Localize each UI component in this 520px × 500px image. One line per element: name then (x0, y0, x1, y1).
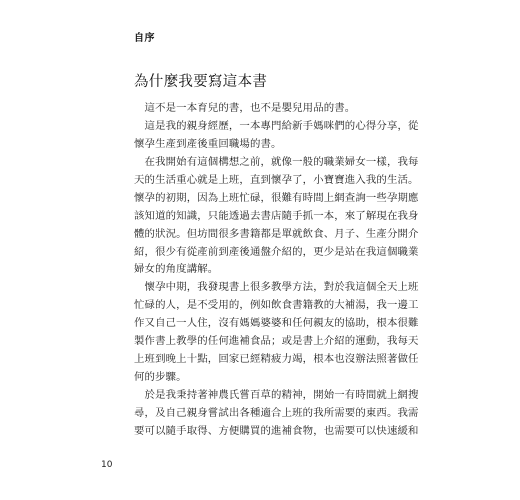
text-line: 製作書上教學的任何進補食品；或是書上介紹的運動，我每天 (134, 335, 419, 348)
text-line: 這不是一本育兒的書，也不是嬰兒用品的書。 (134, 102, 356, 114)
text-line: 體的狀況。但坊間很多書籍都是單就飲食、月子、生產分開介 (134, 227, 419, 240)
text-line: 在我開始有這個構想之前，就像一般的職業婦女一樣，我每 (134, 155, 419, 168)
text-line: 於是我秉持著神農氏嘗百草的精神，開始一有時間就上網搜 (134, 389, 419, 401)
text-line: 這是我的親身經歷，一本專門給新手媽咪們的心得分享，從 (134, 119, 419, 132)
text-line: 該知道的知識，只能透過去書店隨手抓一本，來了解現在我身 (134, 209, 419, 222)
running-header: 自序 (134, 33, 155, 44)
text-line: 懷孕生產到產後重回職場的書。 (134, 137, 282, 150)
text-line: 何的步驟。 (134, 371, 187, 384)
text-line: 要可以隨手取得、方便購買的進補食物，也需要可以快速緩和 (134, 424, 419, 437)
text-line: 尋，及自己親身嘗試出各種適合上班的我所需要的東西。我需 (134, 406, 419, 419)
text-line: 懷孕中期，我發現書上很多教學方法，對於我這個全天上班 (134, 281, 419, 294)
body-text (134, 100, 419, 441)
text-line: 紹，很少有從產前到產後通盤介紹的，更少是站在我這個職業 (134, 245, 419, 258)
text-line: 忙碌的人，是不受用的，例如飲食書籍教的大補湯，我一邊工 (134, 299, 419, 312)
page-number: 10 (101, 460, 113, 470)
text-line: 天的生活重心就是上班，直到懷孕了，小寶寶進入我的生活。 (134, 173, 419, 186)
text-line: 上班到晚上十點，回家已經精疲力竭，根本也沒辦法照著做任 (134, 353, 419, 366)
text-line: 懷孕的初期，因為上班忙碌，很難有時間上網查詢一些孕期應 (134, 191, 419, 204)
text-line: 作又自己一人住，沒有媽媽婆婆和任何親友的協助，根本很難 (134, 317, 419, 330)
text-line: 婦女的角度講解。 (134, 263, 219, 276)
chapter-title: 為什麼我要寫這本書 (134, 74, 268, 90)
